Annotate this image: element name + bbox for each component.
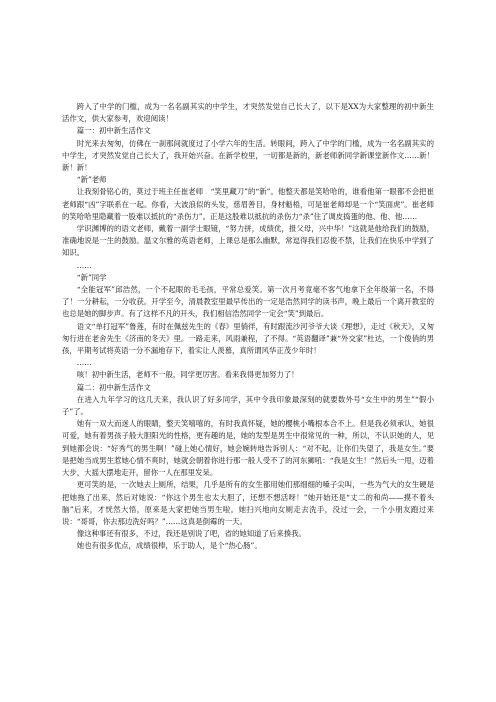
body-paragraph: 让我刻骨铭心的，莫过于班主任崔老师 “笑里藏刀”的“新”。他整天都是笑哈哈的，谁看他第一眼都不会把崔老师跟“凶”字联系在一起。你看，大波浪似的头发，慈眉善目，身材魁梧，可是崔老师却是一个“笑面虎”。崔老师的笑哈哈里隐藏着一股难以抵抗的“杀伤力”。正是这股难以抵抗的杀伤力“杀”住了调皮捣蛋的他、他、他……	[62, 187, 434, 221]
body-paragraph: 语文“单打冠军”鲁莲，有时在佩兹先生的《春》里徜徉，有时跟流沙河爷爷大谈《理想》，走过《秋天》，又匆匆行进在老舍先生《济南的冬天》里。一路走来，风雨兼程，了不得。“英语翻译”兼“外交家”杜达，一个俊俏的男孩，平期考试将英语一分不漏地存下，着实让人羡慕，真所谓风华正茂少年时！	[62, 321, 434, 356]
body-paragraph: 在进入九年学习的这几天来，我认识了好多同学，其中令我印象最深刻的就要数外号“女生中的男生”“假小子”了。	[62, 394, 434, 417]
body-paragraph: 更可笑的是，一次她去上厕所，结果，几乎是所有的女生都用她们那细细的嗓子尖叫，一些为气大的女生硬是把她拖了出来，然后对她说：“你这个男生也太大胆了，还想不想活呀！”她开始还是“丈二的和尚——摸不着头脑”后来，才恍然大悟，原来是大家把她当男生啦。她扫兴地向女厕走去洗手，没过一会，一个小朋友跑过来说：“哥哥，你去那边洗好吗？”……这真是倒霉的一天。	[62, 480, 434, 526]
section-heading-two: 篇二：初中新生活作文	[76, 382, 151, 392]
body-paragraph: 时光来去匆匆，仿佛在一刹那间就度过了小学六年的生活。转眼间，跨入了中学的门槛，成为一名名副其实的中学生，才突然发觉自己长大了，我开始兴奋。在新学校里，一切都是新的，新老师新同学新课堂新作文……新！新！新！	[62, 138, 434, 173]
body-paragraph: 像这种事还有很多，不过，我还是别说了吧，省的她知道了后来揍我。	[76, 529, 306, 539]
intro-paragraph: 跨入了中学的门槛，成为一名名副其实的中学生，才突然发觉自己长大了，以下是XX为大家整理的初中新生活作文，供大家参考，欢迎阅读！	[62, 102, 434, 124]
subheading-teacher: “新”老师	[76, 175, 107, 185]
body-paragraph: 她有一双大而迷人的眼睛，整天笑嘻嘻的，有时我真怀疑，她的樱桃小嘴根本合不上。但是我必须承认，她很可爱，她有着男孩子般大胆阳光的性格，更有趣的是，她的发型是男生中很常见的一种，所以，不认识她的人，见到她都会说：“好秀气的男生啊！”碰上她心情好，她会婉转地告诉别人：“对不起，让你们失望了，我是女生。”要是把她当成男生惹她心情不爽时，她就会朝着你进行那一般人受不了的河东狮吼：“我是女生！”然后头一甩，迈着大步，大摇大摆地走开，留你一人在那里发呆。	[62, 419, 434, 478]
body-paragraph: 咳！初中新生活，老师不一般，同学更厉害。看来我得更加努力了！	[76, 370, 299, 380]
body-paragraph: 学识渊博的的语文老师，戴着一副学士眼镜，“努力拼，成绩优，报父母，兴中华！”这就是他给我们的鼓励，准确地说是一生的鼓励。温文尔雅的英语老师，上课总是那么幽默，常逗得我们忍俊不禁，让我们在快乐中学到了知识。	[62, 224, 434, 258]
section-heading-one: 篇一：初中新生活作文	[76, 126, 151, 136]
body-paragraph: 她也有很多优点，成绩很棒，乐于助人，是个“热心肠”。	[76, 541, 262, 551]
subheading-classmates: “新”同学	[76, 272, 107, 282]
document-page	[62, 101, 434, 553]
body-paragraph: “全能冠军”邱浩然，一个不起眼的毛毛孩，平常总爱笑。第一次月考竟毫不客气地拿下全年级第一名，不得了！一分耕耘，一分收获。开学至今，清晨教室里最早传出的一定是浩然同学的读书声，晚上最后一个离开教室的也总是她的脚步声。有了这样不凡的开头，我们相信浩然同学一定会“笑”到最后。	[62, 285, 434, 319]
ellipsis-line: ……	[76, 260, 92, 270]
ellipsis-line: ……	[76, 358, 92, 368]
